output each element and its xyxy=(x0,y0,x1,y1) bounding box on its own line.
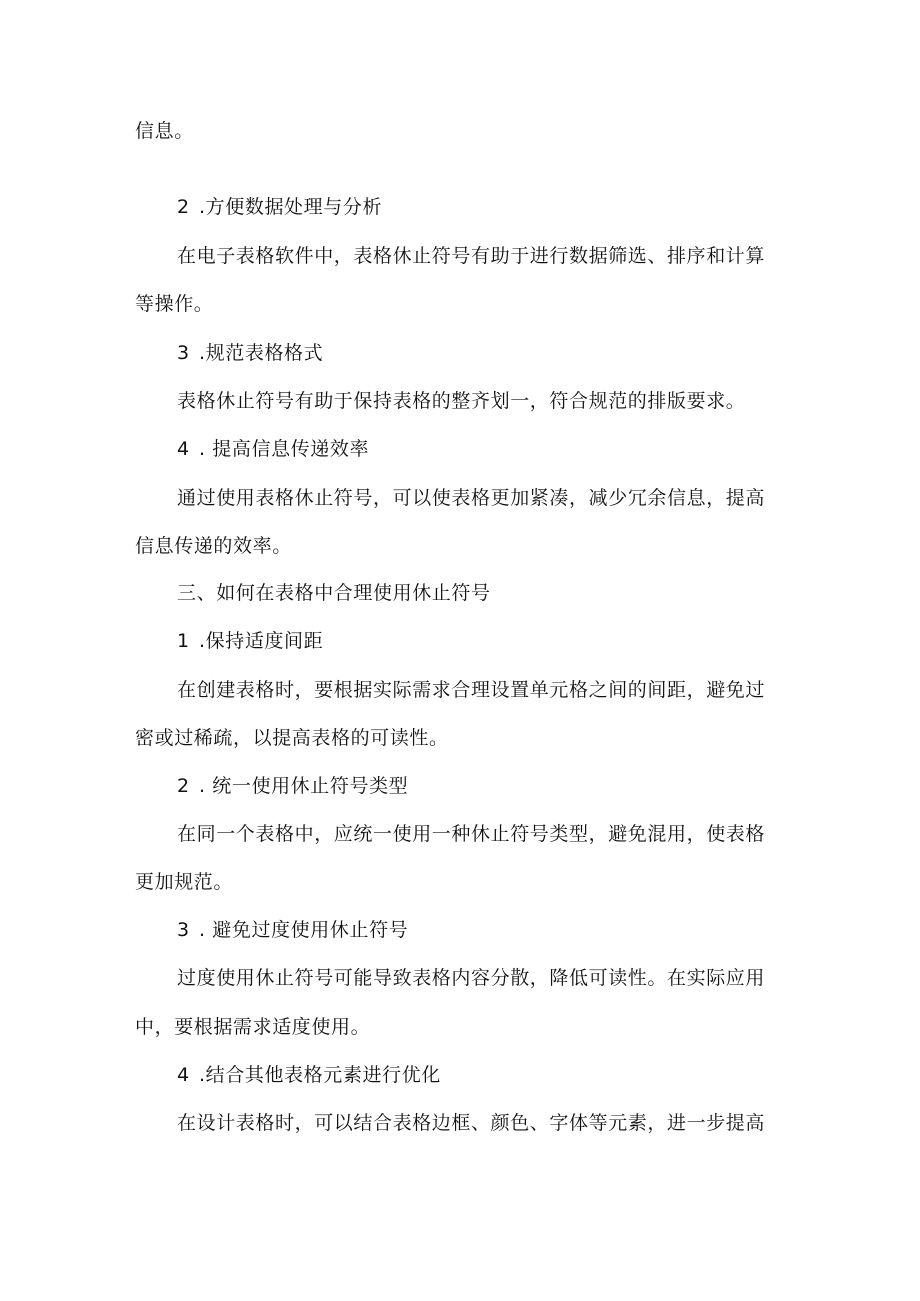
paragraph-line xyxy=(177,677,765,703)
heading-text: .方便数据处理与分析 xyxy=(199,196,383,218)
line-text: 信息传递的效率。 xyxy=(135,535,292,557)
heading-number: 3 xyxy=(177,919,190,941)
section-heading xyxy=(177,436,369,462)
heading-number: 1 xyxy=(177,630,190,652)
line-text: 在同一个表格中，应统一使用一种休止符号类型，避免混用，使表格 xyxy=(177,823,766,845)
section-heading xyxy=(177,917,408,943)
heading-number: 4 xyxy=(177,1064,190,1086)
heading-number: 2 xyxy=(177,775,190,797)
line-text: 更加规范。 xyxy=(135,871,234,893)
heading-text: .结合其他表格元素进行优化 xyxy=(199,1064,441,1086)
line-text: 信息。 xyxy=(135,120,194,142)
heading-text: . 统一使用休止符号类型 xyxy=(199,775,409,797)
paragraph-line xyxy=(177,243,765,269)
section-heading xyxy=(177,194,382,220)
paragraph-line xyxy=(135,533,292,559)
section-heading xyxy=(177,628,323,654)
paragraph-continuation xyxy=(135,118,194,144)
line-text: 过度使用休止符号可能导致表格内容分散，降低可读性。在实际应用 xyxy=(177,967,766,989)
line-text: 表格休止符号有助于保持表格的整齐划一，符合规范的排版要求。 xyxy=(177,390,746,412)
heading-text: . 提高信息传递效率 xyxy=(199,438,370,460)
paragraph-line xyxy=(135,869,233,895)
heading-number: 3 xyxy=(177,342,190,364)
paragraph-line xyxy=(177,1110,765,1136)
line-text: 等操作。 xyxy=(135,293,214,315)
paragraph-line xyxy=(177,965,765,991)
paragraph-line xyxy=(177,821,765,847)
line-text: 在电子表格软件中，表格休止符号有助于进行数据筛选、排序和计算 xyxy=(177,245,766,267)
line-text: 中，要根据需求适度使用。 xyxy=(135,1016,371,1038)
heading-number: 2 xyxy=(177,196,190,218)
line-text: 通过使用表格休止符号，可以使表格更加紧凑，减少冗余信息，提高 xyxy=(177,487,766,509)
chapter-heading xyxy=(177,580,491,606)
line-text: 密或过稀疏，以提高表格的可读性。 xyxy=(135,727,449,749)
paragraph-line xyxy=(135,725,449,751)
heading-text: .保持适度间距 xyxy=(199,630,324,652)
line-text: 在创建表格时，要根据实际需求合理设置单元格之间的间距，避免过 xyxy=(177,679,766,701)
section-heading xyxy=(177,340,323,366)
paragraph-line xyxy=(177,388,745,414)
section-heading xyxy=(177,773,408,799)
heading-number: 4 xyxy=(177,438,190,460)
line-text: 在设计表格时，可以结合表格边框、颜色、字体等元素，进一步提高 xyxy=(177,1112,766,1134)
paragraph-line xyxy=(135,291,213,317)
paragraph-line xyxy=(135,1014,370,1040)
heading-text: 三、如何在表格中合理使用休止符号 xyxy=(177,582,491,604)
heading-text: . 避免过度使用休止符号 xyxy=(199,919,409,941)
paragraph-line xyxy=(177,485,765,511)
heading-text: .规范表格格式 xyxy=(199,342,324,364)
section-heading xyxy=(177,1062,441,1088)
